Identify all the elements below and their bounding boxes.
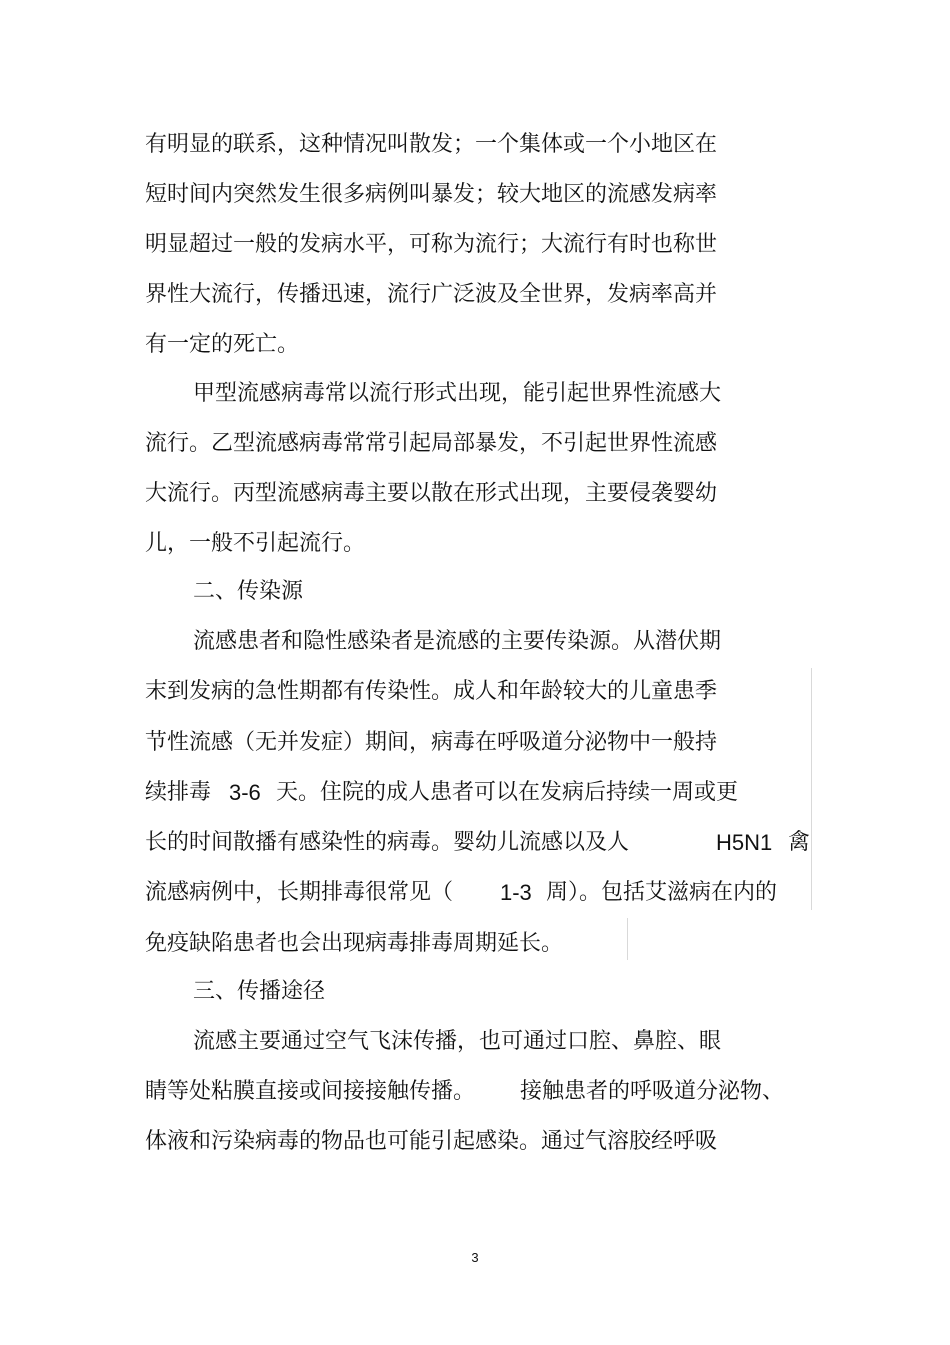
- text-line: 有明显的联系，这种情况叫散发；一个集体或一个小地区在: [145, 132, 718, 157]
- text-line-segment: H5N1: [716, 830, 773, 855]
- text-line: 末到发病的急性期都有传染性。成人和年龄较大的儿童患季: [145, 679, 718, 704]
- text-line: 免疫缺陷患者也会出现病毒排毒周期延长。: [145, 931, 564, 956]
- text-line: 短时间内突然发生很多病例叫暴发；较大地区的流感发病率: [145, 182, 718, 207]
- section-heading: 三、传播途径: [193, 979, 326, 1004]
- text-line-segment: 长的时间散播有感染性的病毒。婴幼儿流感以及人: [145, 830, 630, 855]
- section-heading: 二、传染源: [193, 579, 304, 604]
- text-line-segment: 禽: [788, 830, 811, 855]
- text-line-segment: 流感病例中，长期排毒很常见（: [145, 880, 454, 905]
- text-line: 流行。乙型流感病毒常常引起局部暴发，不引起世界性流感: [145, 431, 718, 456]
- text-line-segment: 3-6: [229, 780, 261, 805]
- text-line-segment: 睛等处粘膜直接或间接接触传播。: [145, 1079, 476, 1104]
- table-border-line: [811, 668, 812, 910]
- text-line: 明显超过一般的发病水平，可称为流行；大流行有时也称世: [145, 232, 718, 257]
- table-border-line: [627, 918, 628, 960]
- text-line: 界性大流行，传播迅速，流行广泛波及全世界，发病率高并: [145, 282, 718, 307]
- text-line: 流感患者和隐性感染者是流感的主要传染源。从潜伏期: [193, 629, 722, 654]
- text-line: 体液和污染病毒的物品也可能引起感染。通过气溶胶经呼吸: [145, 1129, 718, 1154]
- text-line-segment: 接触患者的呼吸道分泌物、: [520, 1079, 785, 1104]
- text-line: 甲型流感病毒常以流行形式出现，能引起世界性流感大: [193, 381, 722, 406]
- text-line-segment: 天。住院的成人患者可以在发病后持续一周或更: [276, 780, 739, 805]
- text-line: 大流行。丙型流感病毒主要以散在形式出现，主要侵袭婴幼: [145, 481, 718, 506]
- text-line-segment: 周）。包括艾滋病在内的: [546, 880, 778, 905]
- page-number: 3: [471, 1250, 479, 1265]
- text-line-segment: 1-3: [500, 880, 532, 905]
- text-line: 流感主要通过空气飞沫传播，也可通过口腔、鼻腔、眼: [193, 1029, 722, 1054]
- text-line: 节性流感（无并发症）期间，病毒在呼吸道分泌物中一般持: [145, 730, 718, 755]
- text-line-segment: 续排毒: [145, 780, 212, 805]
- text-line: 有一定的死亡。: [145, 332, 300, 357]
- text-line: 儿，一般不引起流行。: [145, 531, 366, 556]
